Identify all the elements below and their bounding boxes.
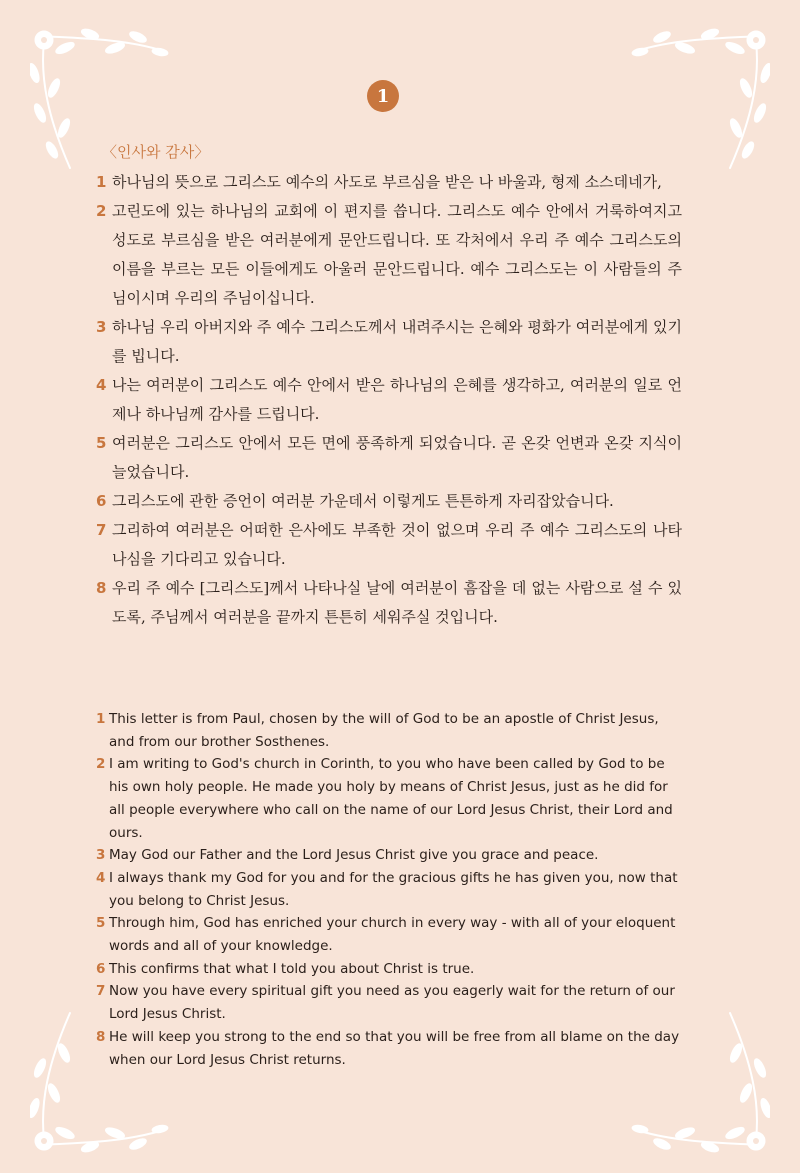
verse-number: 5	[96, 434, 107, 452]
english-verse	[96, 844, 680, 867]
korean-verse	[96, 197, 682, 313]
korean-verse	[96, 487, 682, 516]
verse-text: This letter is from Paul, chosen by the will of God to be an apostle of Christ Jesus, and from our brother Sosthenes.	[109, 711, 659, 750]
verse-text: May God our Father and the Lord Jesus Christ give you grace and peace.	[109, 847, 599, 864]
verse-number: 6	[96, 960, 106, 977]
korean-verse	[96, 516, 682, 574]
section-heading: 〈인사와 감사〉	[102, 143, 210, 161]
verse-number: 3	[96, 318, 107, 336]
verse-number: 1	[96, 173, 107, 191]
english-verse	[96, 980, 680, 1025]
korean-verse	[96, 371, 682, 429]
verse-text: 고린도에 있는 하나님의 교회에 이 편지를 씁니다. 그리스도 예수 안에서 거룩하여지고 성도로 부르심을 받은 여러분에게 문안드립니다. 또 각처에서 우리 주 예수 그리스도의 이름을 부르는 모든 이들에게도 아울러 문안드립니다. 예수 그리스도는 이 사람들의 주님이시며 우리의 주님이십니다.	[112, 202, 682, 307]
verse-text: 하나님 우리 아버지와 주 예수 그리스도께서 내려주시는 은혜와 평화가 여러분에게 있기를 빕니다.	[112, 318, 682, 365]
verse-text: 우리 주 예수 [그리스도]께서 나타나실 날에 여러분이 흠잡을 데 없는 사람으로 설 수 있도록, 주님께서 여러분을 끝까지 튼튼히 세워주실 것입니다.	[112, 579, 682, 626]
english-verse-list	[96, 708, 680, 1071]
verse-number: 6	[96, 492, 107, 510]
verse-number: 5	[96, 915, 106, 932]
verse-text: I always thank my God for you and for the gracious gifts he has given you, now that you belong to Christ Jesus.	[109, 869, 678, 909]
verse-text: Through him, God has enriched your church in every way - with all of your eloquent words and all of your knowledge.	[109, 915, 676, 955]
verse-number: 7	[96, 521, 107, 539]
english-verse	[96, 867, 680, 912]
english-verse	[96, 1026, 680, 1071]
korean-verse-list	[96, 168, 682, 632]
verse-number: 8	[96, 1028, 106, 1045]
verse-number: 3	[96, 847, 106, 864]
verse-number: 4	[96, 869, 106, 886]
english-verse	[96, 708, 680, 753]
english-verse	[96, 958, 680, 981]
korean-verse	[96, 313, 682, 371]
verse-text: 그리하여 여러분은 어떠한 은사에도 부족한 것이 없으며 우리 주 예수 그리스도의 나타나심을 기다리고 있습니다.	[112, 521, 682, 568]
verse-text: 하나님의 뜻으로 그리스도 예수의 사도로 부르심을 받은 나 바울과, 형제 소스데네가,	[112, 173, 662, 191]
verse-number: 1	[96, 711, 106, 727]
verse-number: 2	[96, 756, 106, 773]
english-verse	[96, 753, 680, 844]
verse-text: I am writing to God's church in Corinth, to you who have been called by God to be his own holy people. He made you holy by means of Christ Jesus, just as he did for all people everywhere who call on the name of our Lord Jesus Christ, their Lord and ours.	[109, 756, 673, 841]
korean-verse	[96, 429, 682, 487]
vine-icon	[590, 28, 770, 178]
chapter-number-badge: 1	[367, 80, 399, 112]
floral-ornament-top-right	[590, 28, 770, 178]
korean-verse	[96, 574, 682, 632]
verse-number: 2	[96, 202, 107, 220]
verse-text: 그리스도에 관한 증언이 여러분 가운데서 이렇게도 튼튼하게 자리잡았습니다.	[112, 492, 614, 510]
korean-verse	[96, 168, 682, 197]
verse-number: 7	[96, 983, 106, 1000]
verse-text: This confirms that what I told you about Christ is true.	[109, 960, 475, 977]
verse-text: Now you have every spiritual gift you need as you eagerly wait for the return of our Lord Jesus Christ.	[109, 983, 675, 1023]
verse-text: 나는 여러분이 그리스도 예수 안에서 받은 하나님의 은혜를 생각하고, 여러분의 일로 언제나 하나님께 감사를 드립니다.	[112, 376, 682, 423]
verse-text: 여러분은 그리스도 안에서 모든 면에 풍족하게 되었습니다. 곧 온갖 언변과 온갖 지식이 늘었습니다.	[112, 434, 682, 481]
verse-text: He will keep you strong to the end so that you will be free from all blame on the day when our Lord Jesus Christ returns.	[109, 1028, 680, 1068]
verse-number: 8	[96, 579, 107, 597]
english-verse	[96, 912, 680, 957]
verse-number: 4	[96, 376, 107, 394]
